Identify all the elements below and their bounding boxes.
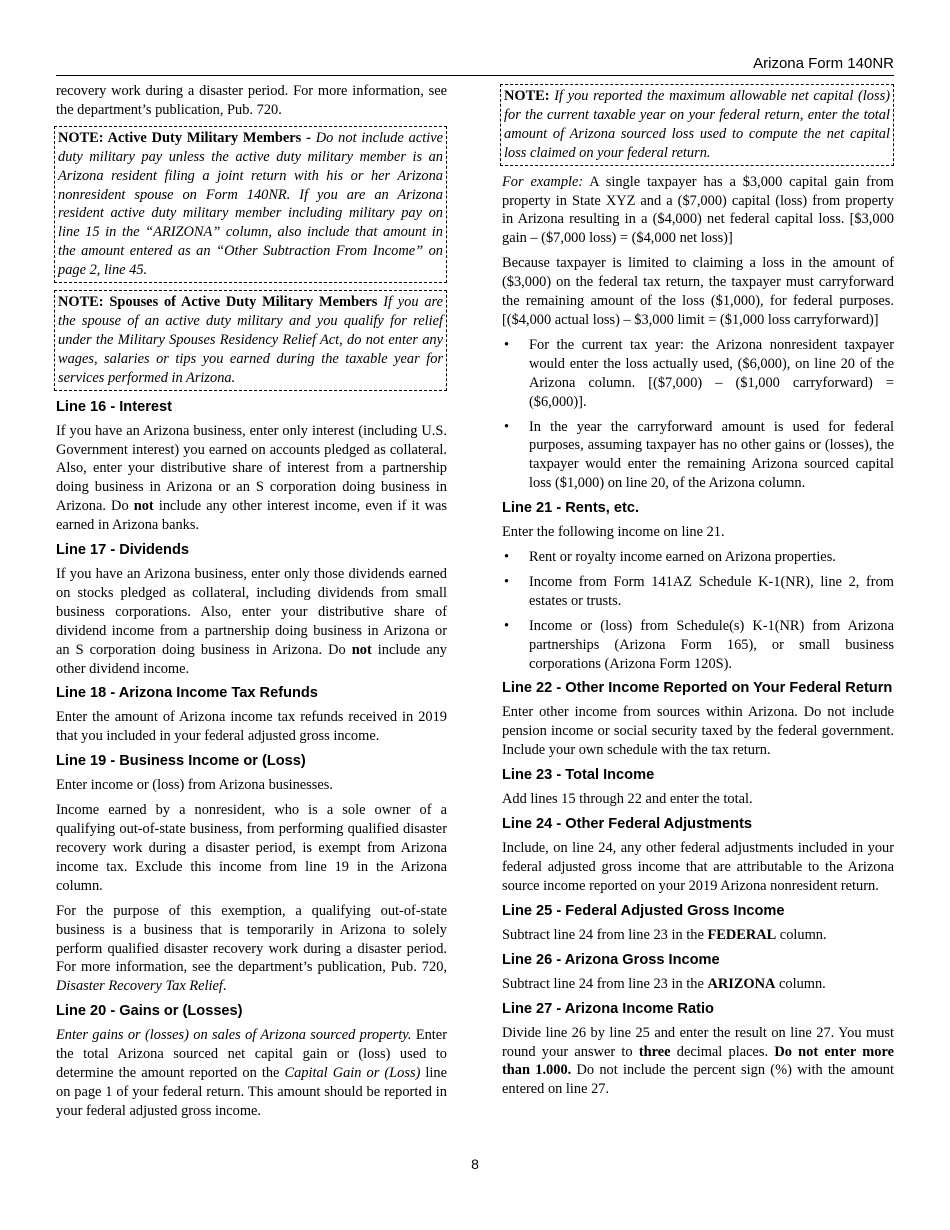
list-item: • For the current tax year: the Arizona nonresident taxpayer would enter the loss actually used, ($6,000), on line 20 of the Arizona column. [($7,000) – ($1,000 carryforward) = ($6,000)]. — [504, 336, 894, 410]
line-27-text: Divide line 26 by line 25 and enter the result on line 27. You must round your answer to three decimal places. Do not enter more than 1.000. Do not include the percent sign (%) with the amount entered on line 27. — [502, 1024, 894, 1098]
note-text — [58, 293, 443, 388]
line-23-text: Add lines 15 through 22 and enter the total. — [502, 791, 753, 808]
line-21-bullets — [502, 548, 894, 673]
heading-line-20: Line 20 - Gains or (Losses) — [56, 1003, 243, 1020]
heading-line-27: Line 27 - Arizona Income Ratio — [502, 1000, 714, 1017]
line-19-text-3: For the purpose of this exemption, a qualifying out-of-state business is a business that is temporarily in Arizona to solely perform qualified disaster recovery work during a disaster period. For more information, see the department’s publication, Pub. 720, Disaster Recovery Tax Relief. — [56, 902, 447, 995]
note-net-capital-loss — [500, 84, 894, 166]
list-item: • Income from Form 141AZ Schedule K-1(NR), line 2, from estates or trusts. — [504, 573, 894, 609]
list-item: • In the year the carryforward amount is used for federal purposes, assuming taxpayer has no other gains or (losses), the taxpayer would enter the remaining Arizona sourced capital loss ($1,000) on line 20, of the Arizona column. — [504, 418, 894, 492]
line-19-text-1: Enter income or (loss) from Arizona businesses. — [56, 777, 333, 794]
page-number: 8 — [471, 1156, 479, 1172]
carryforward-bullets — [502, 336, 894, 493]
line-25-text: Subtract line 24 from line 23 in the FEDERAL column. — [502, 926, 827, 943]
heading-line-18: Line 18 - Arizona Income Tax Refunds — [56, 685, 318, 702]
list-item: • Rent or royalty income earned on Arizona properties. — [504, 549, 836, 566]
line-26-text: Subtract line 24 from line 23 in the ARIZONA column. — [502, 975, 826, 992]
example-text: For example: A single taxpayer has a $3,000 capital gain from property in State XYZ and a ($7,000) capital (loss) from property in Arizona resulting in a ($4,000) net federal capital loss. [$3,000 gain – ($7,000 loss) = ($4,000 net loss)] — [502, 173, 895, 247]
note-label: NOTE: Active Duty Military Members - — [58, 129, 316, 146]
heading-line-26: Line 26 - Arizona Gross Income — [502, 951, 720, 968]
note-text — [58, 129, 443, 280]
carryforward-text: Because taxpayer is limited to claiming a loss in the amount of ($3,000) on the federal tax return, the taxpayer must carryforward the remaining amount of the loss ($1,000), for federal purposes. [($4,000 actual loss) – $3,000 limit = ($1,000 loss carryforward)] — [502, 255, 894, 328]
heading-line-17: Line 17 - Dividends — [56, 542, 189, 559]
note-label: NOTE: — [504, 88, 555, 104]
line-20-text: Enter gains or (losses) on sales of Arizona sourced property. Enter the total Arizona sourced net capital gain or (loss) used to determine the amount reported on the Capital Gain or (Loss) line on page 1 of your federal return. This amount should be reported in your federal adjusted gross income. — [56, 1027, 448, 1119]
heading-line-22: Line 22 - Other Income Reported on Your Federal Return — [502, 680, 893, 697]
note-military-spouses — [54, 290, 447, 391]
note-body: If you are the spouse of an active duty military and you qualify for relief under the Military Spouses Residency Relief Act, do not enter any wages, salaries or tips you earned during the taxable year for services performed in Arizona. — [58, 294, 444, 386]
note-body: Do not include active duty military pay unless the active duty military member is an Arizona resident filing a joint return with his or her Arizona nonresident spouse on Form 140NR. If you are an Arizona resident active duty military member including military pay on line 15 in the “ARIZONA” column, also include that amount in the amount entered as an “Other Subtraction From Income” on page 2, line 45. — [58, 129, 443, 279]
line-19-text-2: Income earned by a nonresident, who is a sole owner of a qualifying out-of-state business, from performing qualified disaster recovery work during a disaster period, is exempt from Arizona income tax. Exclude this income from line 19 in the Arizona column. — [56, 802, 447, 894]
form-title: Arizona Form 140NR — [753, 55, 894, 72]
note-label: NOTE: Spouses of Active Duty Military Members — [58, 294, 384, 311]
heading-line-25: Line 25 - Federal Adjusted Gross Income — [502, 902, 785, 919]
intro-continuation: recovery work during a disaster period. For more information, see the department’s publication, Pub. 720. — [56, 83, 447, 118]
note-body: If you reported the maximum allowable net capital (loss) for the current taxable year on your federal return, enter the total amount of Arizona sourced loss used to compute the net capital loss claimed on your federal return. — [504, 88, 890, 161]
line-18-text: Enter the amount of Arizona income tax refunds received in 2019 that you included in your federal adjusted gross income. — [56, 709, 447, 745]
list-item: • Income or (loss) from Schedule(s) K-1(NR) from Arizona partnerships (Arizona Form 165), or small business corporations (Arizona Form 120S). — [504, 617, 894, 672]
heading-line-23: Line 23 - Total Income — [502, 767, 655, 784]
left-column — [56, 82, 447, 1127]
heading-line-24: Line 24 - Other Federal Adjustments — [502, 816, 753, 833]
note-text — [504, 87, 890, 163]
right-column — [502, 82, 894, 1105]
line-24-text: Include, on line 24, any other federal adjustments included in your federal adjusted gross income that are attributable to the Arizona source income reported on your 2019 Arizona nonresident return. — [502, 840, 894, 894]
heading-line-21: Line 21 - Rents, etc. — [502, 500, 640, 517]
line-16-text: If you have an Arizona business, enter only interest (including U.S. Government interest) you earned on accounts pledged as collateral. Also, enter your distributive share of interest from a partnership doing business in Arizona or an S corporation doing business in Arizona. Do not include any other interest income, even if it was earned in Arizona banks. — [56, 422, 447, 534]
line-22-text: Enter other income from sources within Arizona. Do not include pension income or social security taxed by the federal government. Include your own schedule with the tax return. — [502, 704, 894, 759]
header-rule — [56, 75, 894, 76]
note-active-duty-military — [54, 126, 447, 283]
heading-line-19: Line 19 - Business Income or (Loss) — [56, 753, 306, 770]
heading-line-16: Line 16 - Interest — [56, 398, 172, 415]
line-17-text: If you have an Arizona business, enter only those dividends earned on stocks pledged as collateral, including dividends from small business corporations. Also, enter your distributive share of dividend income from a partnership doing business in Arizona or an S corporation doing business in Arizona. Do not include any other dividend income. — [56, 566, 447, 677]
line-21-text: Enter the following income on line 21. — [502, 524, 725, 541]
